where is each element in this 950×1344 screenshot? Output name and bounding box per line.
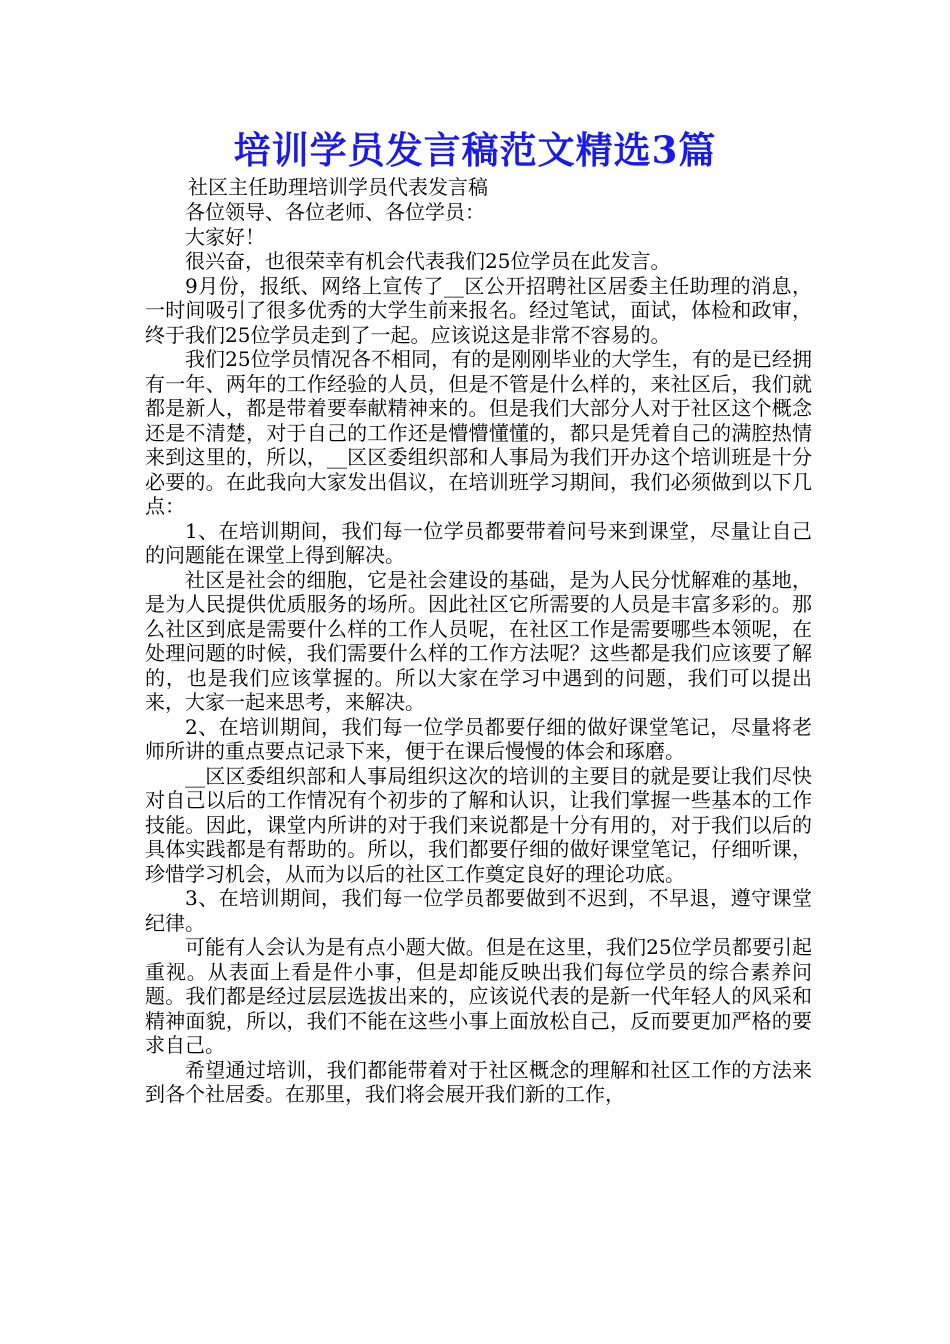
paragraph: 很兴奋，也很荣幸有机会代表我们25位学员在此发言。 [185, 249, 671, 273]
paragraph: 可能有人会认为是有点小题大做。但是在这里，我们25位学员都要引起重视。从表面上看是件小事，但是却能反映出我们每位学员的综合素养问题。我们都是经过层层选拔出来的，应该说代表的是新一代年轻人的风采和精神面貌，所以，我们不能在这些小事上面放松自己，反而要更加严格的要求自己。 [145, 935, 812, 1057]
paragraph: 9月份，报纸、网络上宣传了__区公开招聘社区居委主任助理的消息，一时间吸引了很多优秀的大学生前来报名。经过笔试，面试，体检和政审，终于我们25位学员走到了一起。应该说这是非常不容易的。 [145, 273, 812, 347]
paragraph: 社区是社会的细胞，它是社会建设的基础，是为人民分忧解难的基地，是为人民提供优质服务的场所。因此社区它所需要的人员是丰富多彩的。那么社区到底是需要什么样的工作人员呢，在社区工作是需要哪些本领呢，在处理问题的时候，我们需要什么样的工作方法呢？这些都是我们应该要了解的，也是我们应该掌握的。所以大家在学习中遇到的问题，我们可以提出来，大家一起来思考，来解决。 [145, 567, 812, 714]
paragraph-greeting: 大家好！ [185, 224, 265, 249]
paragraph-point-2: 2、在培训期间，我们每一位学员都要仔细的做好课堂笔记，尽量将老师所讲的重点要点记录下来，便于在课后慢慢的体会和琢磨。 [145, 714, 812, 763]
paragraph-salutation: 各位领导、各位老师、各位学员： [185, 200, 485, 224]
paragraph-point-1: 1、在培训期间，我们每一位学员都要带着问号来到课堂，尽量让自己的问题能在课堂上得到解决。 [145, 518, 812, 567]
document-subtitle: 社区主任助理培训学员代表发言稿 [188, 175, 488, 199]
document-body [145, 200, 812, 1107]
paragraph: 我们25位学员情况各不相同，有的是刚刚毕业的大学生，有的是已经拥有一年、两年的工作经验的人员，但是不管是什么样的，来社区后，我们就都是新人，都是带着要奉献精神来的。但是我们大部分人对于社区这个概念还是不清楚，对于自己的工作还是懵懵懂懂的，都只是凭着自己的满腔热情来到这里的，所以，__区区委组织部和人事局为我们开办这个培训班是十分必要的。在此我向大家发出倡议，在培训班学习期间，我们必须做到以下几点： [145, 347, 812, 518]
document-title: 培训学员发言稿范文精选3篇 [233, 128, 717, 172]
paragraph: 希望通过培训，我们都能带着对于社区概念的理解和社区工作的方法来到各个社居委。在那里，我们将会展开我们新的工作， [145, 1057, 812, 1106]
paragraph-point-3: 3、在培训期间，我们每一位学员都要做到不迟到，不早退，遵守课堂纪律。 [145, 886, 812, 935]
paragraph: __区区委组织部和人事局组织这次的培训的主要目的就是要让我们尽快对自己以后的工作情况有个初步的了解和认识，让我们掌握一些基本的工作技能。因此，课堂内所讲的对于我们来说都是十分有用的，对于我们以后的具体实践都是有帮助的。所以，我们都要仔细的做好课堂笔记，仔细听课，珍惜学习机会，从而为以后的社区工作奠定良好的理论功底。 [145, 763, 812, 886]
